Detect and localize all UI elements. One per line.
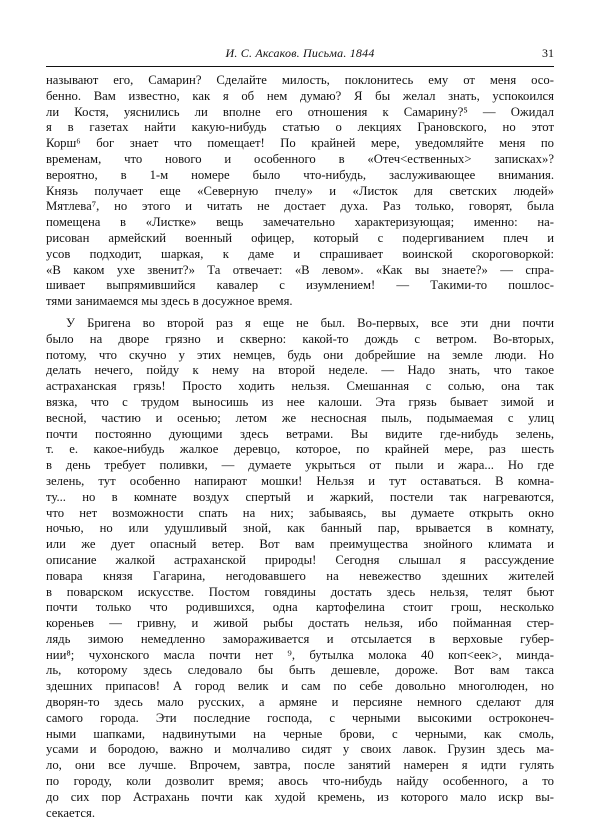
text-line: дворян-то здесь мало русских, а армяне и персияне немного сделают для — [46, 695, 554, 710]
text-line: делать нечего, пойду к нему на второй неделе. — Надо знать, что такое — [46, 363, 554, 378]
text-line: рисован армейский военный офицер, который с подергиванием плеч и — [46, 230, 554, 245]
text-line: называют его, Самарин? Сделайте милость, поклонитесь ему от меня осо- — [46, 73, 554, 87]
text-line: У Бригена во второй раз я еще не был. Во-первых, все эти дни почти — [66, 315, 554, 330]
letter-body — [46, 73, 554, 821]
paragraph — [46, 73, 554, 310]
text-line: что нет возможности спать на них; забываясь, вы думаете открыть окно — [46, 505, 554, 520]
text-line: ту... но в комнате воздух спертый и жаркий, постели так нагреваются, — [46, 489, 554, 504]
text-line: ночью, но или удушливый зной, как банный пар, врывается в комнату, — [46, 521, 554, 536]
text-line: нии⁸; чухонского масла почти нет ⁹, бутылка молока 40 коп<еек>, минда- — [46, 647, 554, 662]
text-line: повара князя Гагарина, негодовавшего на невежество здешних жителей — [46, 568, 554, 583]
text-line: по городу, коли дозволит время; авось что-нибудь найду особенного, а то — [46, 774, 554, 789]
text-line: бенно. Вам известно, как я об нем думаю? Я бы желал знать, успокоился — [46, 88, 554, 103]
text-line: зелень, тут особенно напирают мошки! Нельзя и тут оставаться. В комна- — [46, 473, 554, 488]
text-line: до сих пор Астрахань почти как худой кремень, из которого мало искр вы- — [46, 789, 554, 804]
text-line: Корш⁶ бог знает что помещает! По крайней мере, уведомляйте меня по — [46, 136, 554, 151]
text-line: почти постоянно дующими здесь ветрами. Вы видите где-нибудь зелень, — [46, 426, 554, 441]
text-line: ными шапками, надвинутыми на черные брови, с черными, как смоль, — [46, 726, 554, 741]
text-line: астраханская грязь! Просто ходить нельзя. Смешанная с солью, она так — [46, 379, 554, 394]
text-line: помещена в «Листке» вещь замечательно характеризующая; именно: на- — [46, 215, 554, 230]
text-line: в поварском искусстве. Постом говядины достать здесь нельзя, телят бьют — [46, 584, 554, 599]
running-head — [46, 46, 554, 64]
text-line: вероятно, в 1-м номере было что-нибудь, заслуживающее внимания. — [46, 167, 554, 182]
text-line: было на дворе грязно и скверно: какой-то дождь с ветром. Во-вторых, — [46, 331, 554, 346]
text-line: ли Костя, уяснились ли вполне его отношения к Самарину?⁵ — Ожидал — [46, 104, 554, 119]
text-line: потому, что скучно у этих немцев, будь они добрейшие на земле люди. Но — [46, 347, 554, 362]
text-line: я в газетах найти какую-нибудь статью о лекциях Грановского, но этот — [46, 120, 554, 135]
text-line: Князь получает еще «Северную пчелу» и «Листок для светских людей» — [46, 183, 554, 198]
running-title: И. С. Аксаков. Письма. 1844 — [225, 46, 375, 60]
text-line: тями занимаемся мы здесь в досужное время. — [46, 294, 293, 309]
header-rule — [46, 66, 554, 67]
text-line: самого города. Эти последние господа, с черными высокими остроконеч- — [46, 710, 554, 725]
text-line: описание жалкой астраханской природы! Сегодня слышал я рассуждение — [46, 552, 554, 567]
text-line: ль, которому здесь следовало бы быть дешевле, дороже. Вот вам такса — [46, 663, 554, 678]
text-line: временам, что нового и особенного в «Отеч<ественных> записках»? — [46, 151, 554, 166]
text-line: ло, они все лучше. Впрочем, завтра, после занятий намерен я идти гулять — [46, 758, 554, 773]
text-line: «В каком ухе звенит?» Та отвечает: «В левом». «Как вы знаете?» — спра- — [46, 262, 554, 277]
text-line: шивает выпрямившийся кавалер с изумлением! — Такими-то пошлос- — [46, 278, 554, 293]
text-line: секается. — [46, 805, 95, 820]
paragraph — [46, 316, 554, 821]
text-line: лядь зимою немедленно замораживается и отсылается в верховые губер- — [46, 631, 554, 646]
text-line: весной, частию и осенью; летом же несносная пыль, подымаемая с улиц — [46, 410, 554, 425]
text-line: Мятлева⁷, но этого и читать не достает духа. Раз только, говорят, была — [46, 199, 554, 214]
text-line: почти только что родившихся, одна картофелина стоит грош, несколько — [46, 600, 554, 615]
text-line: или же дует опасный ветер. Вот вам преимущества знойного климата и — [46, 537, 554, 552]
page-number: 31 — [542, 46, 554, 60]
text-line: в день требует поливки, — думаете укрыться от пыли и жара... Но где — [46, 458, 554, 473]
text-line: т. е. какое-нибудь жалкое деревцо, которое, по крайней мере, раз шесть — [46, 442, 554, 457]
text-line: здешних припасов! А город велик и сам по себе довольно многолюден, но — [46, 679, 554, 694]
text-line: усов подходит, шаркая, к даме и спрашивает воинской скороговоркой: — [46, 246, 554, 261]
text-line: кореньев — гривну, и живой рыбы достать нельзя, ибо пойманная стер- — [46, 616, 554, 631]
text-line: усами и бородою, важно и молчаливо сидят у своих лавок. Грузин здесь ма- — [46, 742, 554, 757]
text-line: вязка, что с трудом выносишь из нее калоши. Эта грязь бывает зимой и — [46, 394, 554, 409]
